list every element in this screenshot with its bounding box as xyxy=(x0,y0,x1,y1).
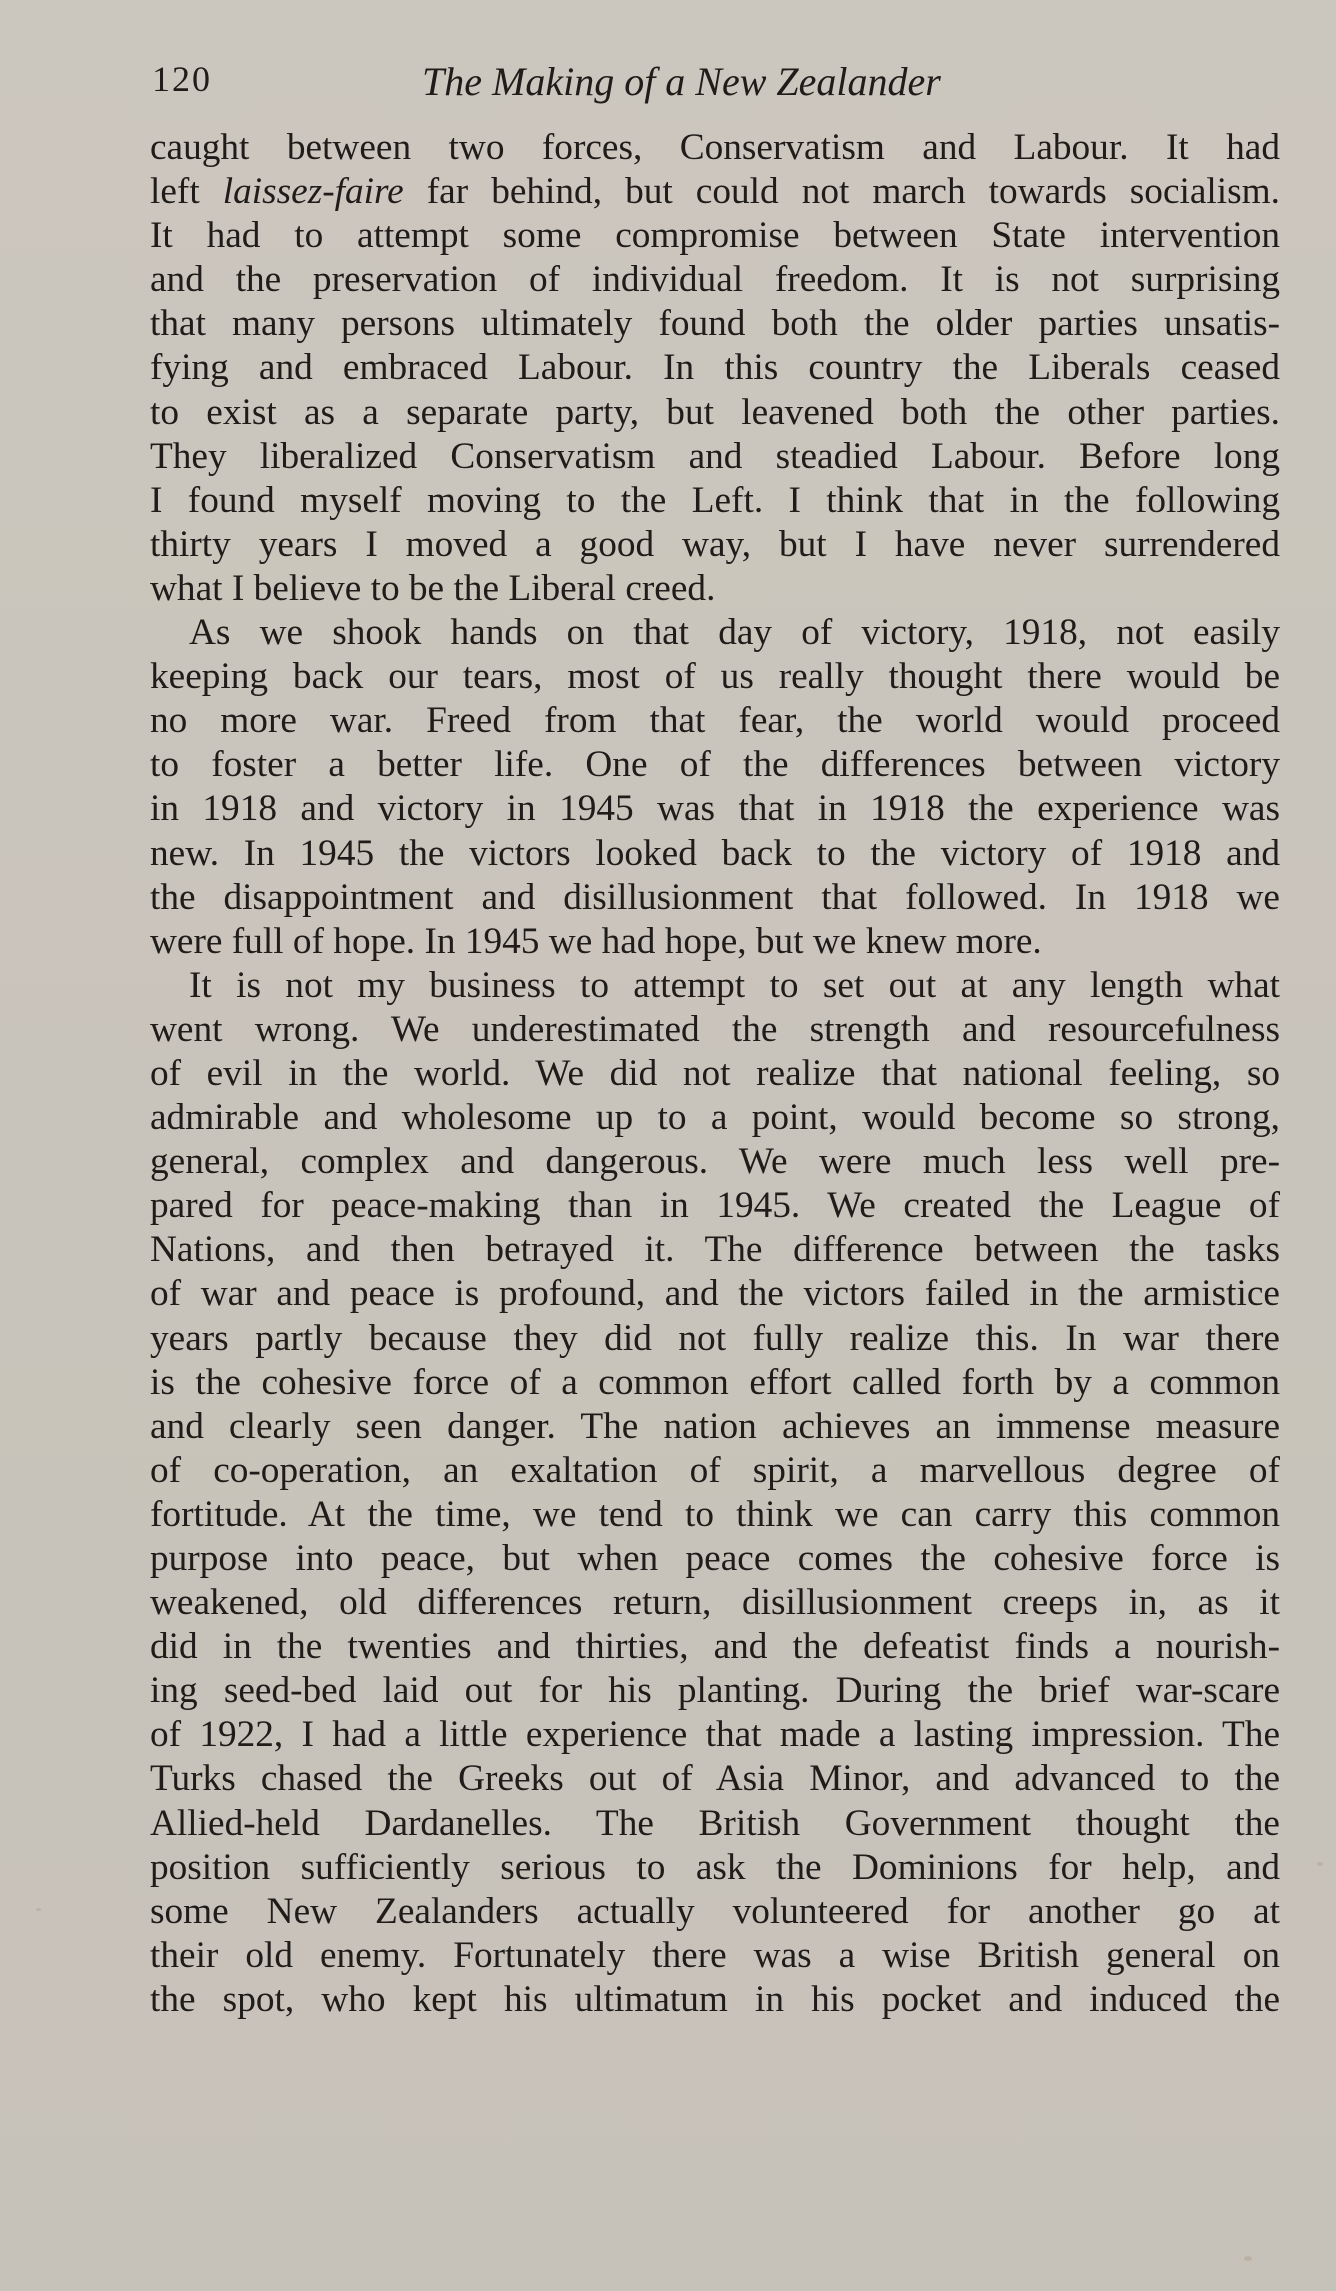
text-line: years partly because they did not fully realize this. In war there xyxy=(150,1317,1280,1359)
text-line: thirty years I moved a good way, but I have never surrendered xyxy=(150,523,1280,565)
text-line: no more war. Freed from that fear, the world would proceed xyxy=(150,700,1280,742)
paragraph-3 xyxy=(150,964,1280,2022)
text-line: to foster a better life. One of the differences between victory xyxy=(150,744,1280,786)
running-head xyxy=(152,58,1282,114)
text-line: of co-operation, an exaltation of spirit, a marvellous degree of xyxy=(150,1449,1280,1491)
text-line: that many persons ultimately found both the older parties unsatis- xyxy=(150,303,1280,345)
text-line: left laissez-faire far behind, but could not march towards socialism. xyxy=(150,171,1280,213)
text-line: the disappointment and disillusionment that followed. In 1918 we xyxy=(150,876,1280,918)
text-line: Turks chased the Greeks out of Asia Minor, and advanced to the xyxy=(150,1758,1280,1800)
text-line: purpose into peace, but when peace comes the cohesive force is xyxy=(150,1538,1280,1579)
text-line: admirable and wholesome up to a point, would become so strong, xyxy=(150,1097,1280,1139)
text-line: caught between two forces, Conservatism and Labour. It had xyxy=(150,127,1280,168)
italic-phrase: laissez-faire xyxy=(222,171,404,213)
text-line: went wrong. We underestimated the strength and resourcefulness xyxy=(150,1008,1280,1050)
text-line: did in the twenties and thirties, and the defeatist finds a nourish- xyxy=(150,1626,1280,1668)
paragraph-1 xyxy=(150,126,1280,611)
paper-speck xyxy=(1244,2256,1252,2261)
text-line: Nations, and then betrayed it. The difference between the tasks xyxy=(150,1229,1280,1271)
text-line: fortitude. At the time, we tend to think we can carry this common xyxy=(150,1493,1280,1535)
text-line: weakened, old differences return, disillusionment creeps in, as it xyxy=(150,1582,1280,1624)
text-line: As we shook hands on that day of victory, 1918, not easily xyxy=(189,612,1280,654)
text-line: some New Zealanders actually volunteered for another go at xyxy=(150,1890,1280,1932)
text-line: position sufficiently serious to ask the Dominions for help, and xyxy=(150,1846,1280,1888)
text-line: It is not my business to attempt to set out at any length what xyxy=(189,964,1280,1006)
text-line: new. In 1945 the victors looked back to the victory of 1918 and xyxy=(150,832,1280,874)
text-line: ing seed-bed laid out for his planting. During the brief war-scare xyxy=(150,1670,1280,1712)
text-line: fying and embraced Labour. In this country the Liberals ceased xyxy=(150,347,1280,389)
paper-speck xyxy=(1317,1862,1323,1866)
text-line: what I believe to be the Liberal creed. xyxy=(150,567,716,609)
text-line: in 1918 and victory in 1945 was that in 1918 the experience was xyxy=(150,788,1280,830)
text-line: general, complex and dangerous. We were much less well pre- xyxy=(150,1141,1280,1183)
page-number: 120 xyxy=(152,59,212,99)
text-line: Allied-held Dardanelles. The British Government thought the xyxy=(150,1802,1280,1844)
text-line: of evil in the world. We did not realize that national feeling, so xyxy=(150,1052,1280,1094)
text-line: of 1922, I had a little experience that made a lasting impression. The xyxy=(150,1714,1280,1756)
text-line: were full of hope. In 1945 we had hope, but we knew more. xyxy=(150,920,1042,962)
book-title: The Making of a New Zealander xyxy=(422,59,941,104)
body-text xyxy=(150,126,1280,2022)
text-line: keeping back our tears, most of us really thought there would be xyxy=(150,656,1280,698)
text-line: It had to attempt some compromise between State intervention xyxy=(150,215,1280,257)
text-line: the spot, who kept his ultimatum in his pocket and induced the xyxy=(150,1978,1280,2020)
text-line: of war and peace is profound, and the victors failed in the armistice xyxy=(150,1273,1280,1315)
text-line: and the preservation of individual freedom. It is not surprising xyxy=(150,259,1280,301)
text-line: I found myself moving to the Left. I think that in the following xyxy=(150,479,1280,521)
paragraph-2 xyxy=(150,611,1280,964)
text-line: and clearly seen danger. The nation achieves an immense measure xyxy=(150,1405,1280,1447)
text-line: to exist as a separate party, but leavened both the other parties. xyxy=(150,391,1280,433)
text-line: pared for peace-making than in 1945. We created the League of xyxy=(150,1185,1280,1227)
paper-speck xyxy=(36,1908,41,1911)
text-line: They liberalized Conservatism and steadied Labour. Before long xyxy=(150,435,1280,477)
text-line: is the cohesive force of a common effort called forth by a common xyxy=(150,1361,1280,1403)
text-line: their old enemy. Fortunately there was a wise British general on xyxy=(150,1934,1280,1976)
